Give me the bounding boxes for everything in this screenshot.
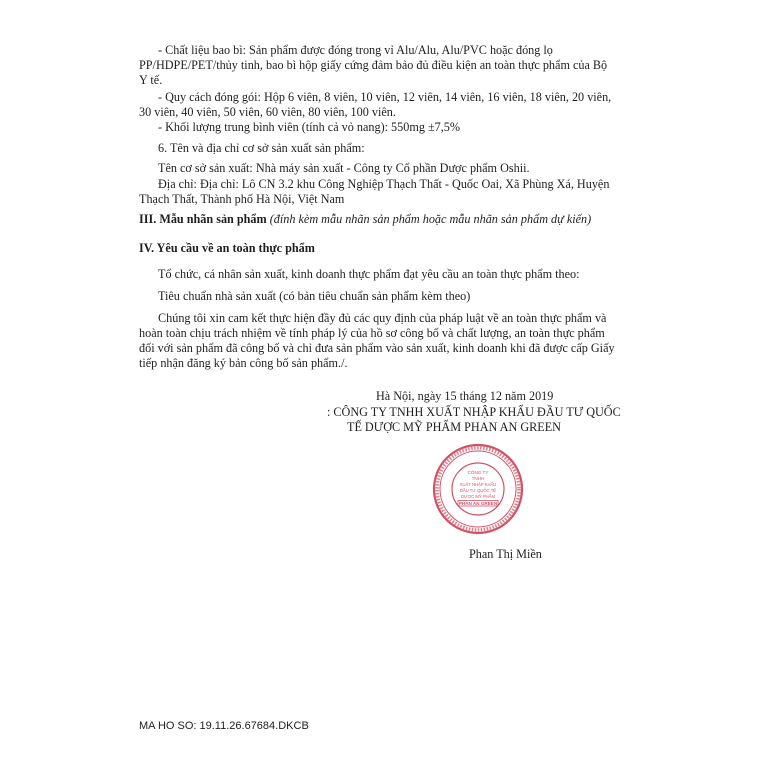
packaging-line-3: Y tế. (139, 73, 163, 87)
section3-heading (139, 212, 591, 227)
company-name-line-1: : CÔNG TY TNHH XUẤT NHẬP KHẨU ĐẦU TƯ QUỐC (327, 405, 621, 419)
section4-line-2: Tiêu chuẩn nhà sản xuất (có bản tiêu chuẩn sản phẩm kèm theo) (158, 289, 471, 303)
commitment-line-1: Chúng tôi xin cam kết thực hiện đầy đủ các quy định của pháp luật về an toàn thực phẩm và (158, 311, 607, 325)
section3-note: (đính kèm mẫu nhãn sản phẩm hoặc mẫu nhãn sản phẩm dự kiến) (269, 212, 592, 226)
signer-name: Phan Thị Miền (469, 547, 542, 561)
weight-line: - Khối lượng trung bình viên (tính cả vỏ nang): 550mg ±7,5% (158, 120, 461, 134)
commitment-line-3: đối với sản phẩm đã công bố và chỉ đưa sản phẩm vào sản xuất, kinh doanh khi đã được cấp Giấy (139, 341, 615, 355)
packaging-line-2: PP/HDPE/PET/thủy tinh, bao bì hộp giấy cứng đảm bảo đủ điều kiện an toàn thực phẩm của Bộ (139, 58, 608, 72)
commitment-line-2: hoàn toàn chịu trách nhiệm về tính pháp lý của hồ sơ công bố và chất lượng, an toàn thực phẩm (139, 326, 605, 340)
dossier-code: MA HO SO: 19.11.26.67684.DKCB (139, 720, 309, 732)
packaging-line-1: - Chất liệu bao bì: Sản phẩm được đóng trong vỉ Alu/Alu, Alu/PVC hoặc đóng lọ (158, 43, 553, 57)
section4-line-1: Tổ chức, cá nhân sản xuất, kinh doanh thực phẩm đạt yêu cầu an toàn thực phẩm theo: (158, 267, 580, 281)
stamp-inner-line-4: ĐẦU TƯ QUỐC TẾ (459, 488, 497, 493)
stamp-inner-line-2: TNHH (471, 476, 485, 481)
manufacturer-name: Tên cơ sở sản xuất: Nhà máy sản xuất - Công ty Cổ phần Dược phẩm Oshii. (158, 161, 530, 175)
manufacturer-address-1: Địa chỉ: Địa chỉ: Lô CN 3.2 khu Công Nghiệp Thạch Thất - Quốc Oai, Xã Phùng Xá, Huyện (158, 177, 610, 191)
pack-spec-line-2: 30 viên, 40 viên, 50 viên, 60 viên, 80 viên, 100 viên. (139, 105, 396, 119)
company-name-line-2: TẾ DƯỢC MỸ PHẨM PHAN AN GREEN (347, 420, 561, 434)
commitment-line-4: tiếp nhận đăng ký bản công bố sản phẩm./. (139, 356, 348, 370)
stamp-inner-line-3: XUẤT NHẬP KHẨU (459, 482, 497, 487)
stamp-inner-line-1: CÔNG TY (467, 470, 489, 475)
signature-date: Hà Nội, ngày 15 tháng 12 năm 2019 (376, 389, 554, 403)
section6-heading: 6. Tên và địa chỉ cơ sở sản xuất sản phẩm: (158, 141, 365, 155)
manufacturer-address-2: Thạch Thất, Thành phố Hà Nội, Việt Nam (139, 192, 345, 206)
stamp-inner-line-6: PHAN AN GREEN (458, 501, 498, 506)
company-seal-stamp (432, 443, 524, 535)
pack-spec-line-1: - Quy cách đóng gói: Hộp 6 viên, 8 viên, 10 viên, 12 viên, 14 viên, 16 viên, 18 viên, 20 viên, (158, 90, 612, 104)
section3-title: III. Mẫu nhãn sản phẩm (139, 212, 267, 226)
section4-title: IV. Yêu cầu về an toàn thực phẩm (139, 241, 315, 255)
stamp-inner-line-5: DƯỢC MỸ PHẨM (461, 494, 495, 499)
